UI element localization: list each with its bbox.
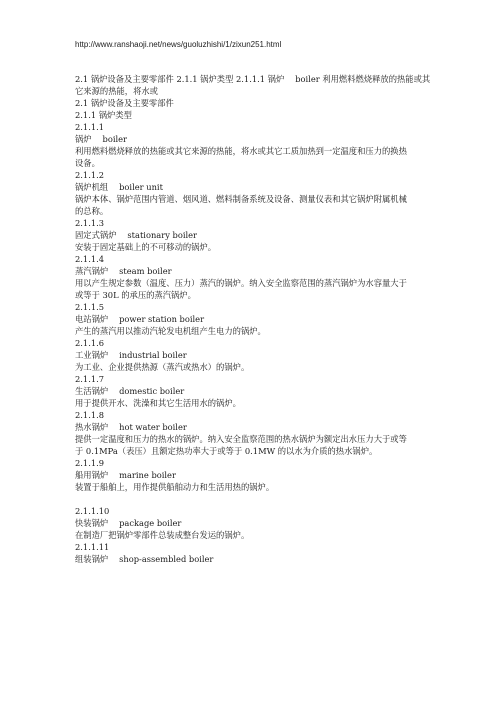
section-definition: 在制造厂把锅炉零部件总装成整台发运的锅炉。 (75, 530, 250, 540)
intro-block (75, 73, 436, 121)
section-2-1-1-4 (75, 253, 436, 301)
section-2-1-1-11 (75, 541, 436, 565)
section-definition: 用以产生规定参数（温度、压力）蒸汽的锅炉。纳入安全监察范围的蒸汽锅炉为水容量大于 (75, 278, 407, 288)
intro-line: 2.1.1 锅炉类型 (75, 110, 132, 120)
section-definition: 或等于 30L 的承压的蒸汽锅炉。 (75, 290, 196, 300)
section-code: 2.1.1.5 (75, 302, 105, 312)
section-2-1-1-8 (75, 409, 436, 457)
section-2-1-1-1 (75, 121, 436, 169)
section-definition: 产生的蒸汽用以推动汽轮发电机组产生电力的锅炉。 (75, 326, 266, 336)
section-definition: 利用燃料燃烧释放的热能或其它来源的热能，将水或其它工质加热到一定温度和压力的换热 (75, 146, 407, 156)
section-term: 组装锅炉 shop-assembled boiler (75, 554, 214, 564)
section-definition: 提供一定温度和压力的热水的锅炉。纳入安全监察范围的热水锅炉为额定出水压力大于或等 (75, 434, 407, 444)
section-term: 蒸汽锅炉 steam boiler (75, 266, 172, 276)
section-code: 2.1.1.6 (75, 338, 105, 348)
section-definition: 用于提供开水、洗澡和其它生活用水的锅炉。 (75, 398, 241, 408)
section-code: 2.1.1.8 (75, 410, 105, 420)
section-term: 快装锅炉 package boiler (75, 518, 182, 528)
section-code: 2.1.1.10 (75, 506, 110, 516)
section-2-1-1-7 (75, 373, 436, 409)
section-definition: 锅炉本体、锅炉范围内管道、烟风道、燃料制备系统及设备、测量仪表和其它锅炉附属机械 (75, 194, 407, 204)
section-2-1-1-2 (75, 169, 436, 217)
section-term: 工业锅炉 industrial boiler (75, 350, 187, 360)
section-code: 2.1.1.1 (75, 122, 105, 132)
section-term: 生活锅炉 domestic boiler (75, 386, 185, 396)
section-term: 锅炉机组 boiler unit (75, 182, 163, 192)
section-2-1-1-6 (75, 337, 436, 373)
section-2-1-1-9 (75, 457, 436, 493)
section-term: 热水锅炉 hot water boiler (75, 422, 187, 432)
section-2-1-1-3 (75, 217, 436, 253)
section-code: 2.1.1.3 (75, 218, 105, 228)
source-url: http://www.ranshaoji.net/news/guoluzhishi/1/zixun251.html (75, 40, 282, 49)
section-term: 固定式锅炉 stationary boiler (75, 230, 198, 240)
blank-line (75, 493, 436, 505)
section-term: 锅炉 boiler (75, 134, 128, 144)
section-code: 2.1.1.11 (75, 542, 110, 552)
section-definition: 安装于固定基础上的不可移动的锅炉。 (75, 242, 217, 252)
section-definition: 于 0.1MPa（表压）且额定热功率大于或等于 0.1MW 的以水为介质的热水锅炉。 (75, 446, 378, 456)
intro-line: 2.1 锅炉设备及主要零部件 (75, 98, 174, 108)
section-code: 2.1.1.9 (75, 458, 105, 468)
section-2-1-1-5 (75, 301, 436, 337)
section-definition: 设备。 (75, 158, 100, 168)
section-definition: 的总称。 (75, 206, 109, 216)
intro-line: 它来源的热能，将水或 (75, 86, 158, 96)
section-2-1-1-10 (75, 505, 436, 541)
section-code: 2.1.1.7 (75, 374, 105, 384)
section-term: 电站锅炉 power station boiler (75, 314, 205, 324)
section-code: 2.1.1.2 (75, 170, 105, 180)
intro-line: 2.1 锅炉设备及主要零部件 2.1.1 锅炉类型 2.1.1.1 锅炉 boiler 利用燃料燃烧释放的热能或其 (75, 74, 431, 84)
section-code: 2.1.1.4 (75, 254, 105, 264)
section-definition: 为工业、企业提供热源（蒸汽或热水）的锅炉。 (75, 362, 250, 372)
section-definition: 装置于船舶上，用作提供船舶动力和生活用热的锅炉。 (75, 482, 275, 492)
section-term: 船用锅炉 marine boiler (75, 470, 176, 480)
